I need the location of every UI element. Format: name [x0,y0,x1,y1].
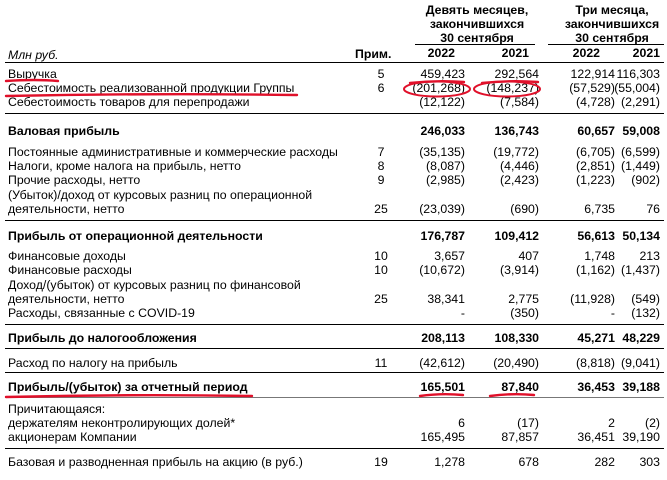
nine-months-header [418,3,536,45]
row-value: 39,190 [622,430,660,444]
three-months-header [558,3,666,45]
row-value: (2,851) [576,159,615,173]
row-value: (55,004) [614,81,660,95]
row-divider [5,397,664,398]
row-label: Прибыль/(убыток) за отчетный период [8,380,248,394]
row-label: Постоянные административные и коммерческие расходы [8,145,338,159]
nine-months-rule [415,44,535,45]
row-value: (8,087) [426,159,465,173]
row-label: Прочие расходы, нетто [8,173,141,187]
row-divider [5,113,664,114]
row-value: (12,122) [419,95,465,109]
row-value: 282 [594,455,615,469]
row-value: 76 [646,202,660,216]
row-value: 1,748 [584,249,615,263]
row-value: (20,490) [493,356,539,370]
row-value: (132) [631,306,660,320]
row-label: деятельности, нетто [8,292,125,306]
row-label: держателям неконтролирующих долей* [8,416,236,430]
header-line: Три месяца, [575,3,649,17]
row-value: 165,495 [420,430,465,444]
row-label: Прибыль от операционной деятельности [8,229,263,243]
row-value: 59,008 [622,124,660,138]
row-divider [5,372,664,373]
underline-mark [490,394,534,396]
year-header: 2022 [572,46,600,60]
row-value: (201,268) [412,81,465,95]
row-note: 19 [374,455,388,469]
row-label: Расходы, связанные с COVID-19 [8,306,195,320]
row-divider [5,448,664,449]
row-value: 87,840 [501,380,539,394]
year-header: 2021 [501,46,529,60]
row-label: акционерам Компании [8,430,137,444]
row-note: 11 [374,356,388,370]
row-value: (1,162) [576,263,615,277]
row-note: 9 [377,173,385,187]
header-line: 30 сентября [575,31,649,45]
header-divider [5,62,664,63]
row-value: - [460,306,465,320]
row-value: (148,237) [486,81,539,95]
row-label: деятельности, нетто [8,202,125,216]
row-value: 246,033 [420,124,465,138]
row-label: Себестоимость реализованной продукции Группы [8,81,295,95]
row-value: 116,303 [616,67,660,81]
row-value: 122,914 [570,67,615,81]
row-label: Финансовые доходы [8,249,126,263]
row-value: 165,501 [420,380,465,394]
row-label: Причитающаяся: [8,402,106,416]
row-value: (1,437) [621,263,660,277]
row-value: 38,341 [427,292,465,306]
row-value: (350) [510,306,539,320]
row-label: Прибыль до налогообложения [8,331,197,345]
row-value: (35,135) [419,145,465,159]
row-value: 3,657 [434,249,465,263]
row-label: Базовая и разводненная прибыль на акцию (в руб.) [8,455,303,469]
row-value: (17) [517,416,539,430]
row-label: (Убыток)/доход от курсовых разниц по операционной [8,188,313,202]
row-value: (690) [510,202,539,216]
row-value: (2,291) [621,95,660,109]
row-value: 45,271 [577,331,615,345]
row-value: 36,451 [577,430,615,444]
row-note: 8 [377,159,385,173]
row-value: (19,772) [493,145,539,159]
row-value: (6,705) [576,145,615,159]
row-label: Финансовые расходы [8,263,132,277]
row-label: Доход/(убыток) от курсовых разниц по финансовой [8,278,301,292]
row-value: (7,584) [500,95,539,109]
row-value: 48,229 [622,331,660,345]
three-months-rule [548,44,664,45]
row-value: (42,612) [419,356,465,370]
row-value: 6 [458,416,465,430]
notes-column-header: Прим. [355,47,392,61]
header-line: 30 сентября [440,31,514,45]
row-value: 407 [518,249,539,263]
row-value: (1,449) [621,159,660,173]
row-value: (3,914) [500,263,539,277]
row-value: (8,818) [576,356,615,370]
row-value: (2) [644,416,660,430]
row-value: - [610,306,615,320]
row-value: (57,529) [569,81,615,95]
underline-mark [420,394,463,396]
year-header: 2022 [427,46,455,60]
row-value: (23,039) [419,202,465,216]
row-value: 176,787 [420,229,465,243]
row-value: 109,412 [494,229,539,243]
row-value: 1,278 [434,455,465,469]
row-value: 108,330 [494,331,539,345]
row-value: (9,041) [621,356,660,370]
row-value: 459,423 [420,67,465,81]
row-label: Расход по налогу на прибыль [8,356,178,370]
row-label: Валовая прибыль [8,124,120,138]
row-value: 6,735 [584,202,615,216]
row-value: (10,672) [419,263,465,277]
row-value: (2,985) [426,173,465,187]
row-note: 10 [374,249,388,263]
row-note: 25 [374,292,388,306]
header-line: закончившихся [429,17,525,31]
row-label: Налоги, кроме налога на прибыль, нетто [8,159,241,173]
row-note: 25 [374,202,388,216]
row-value: 36,453 [577,380,615,394]
row-value: 303 [639,455,660,469]
row-note: 5 [377,67,385,81]
units-label: Млн руб. [8,48,59,62]
row-value: 678 [518,455,539,469]
row-divider [5,348,664,349]
row-value: (11,928) [570,292,615,306]
row-value: 56,613 [577,229,615,243]
row-value: 50,134 [622,229,660,243]
row-label: Выручка [8,67,57,81]
row-value: 208,113 [421,331,465,345]
row-value: (549) [631,292,660,306]
year-header: 2021 [632,46,660,60]
row-value: 213 [639,249,660,263]
row-label: Себестоимость товаров для перепродажи [8,95,250,109]
row-note: 6 [377,81,385,95]
row-value: 39,188 [622,380,660,394]
header-line: Девять месяцев, [425,3,529,17]
row-value: 2,775 [508,292,539,306]
header-line: закончившихся [564,17,660,31]
row-value: 136,743 [494,124,539,138]
row-value: 60,657 [577,124,615,138]
row-value: 2 [608,416,615,430]
row-value: (6,599) [621,145,660,159]
row-value: 292,564 [494,67,539,81]
row-value: (4,728) [576,95,615,109]
row-divider [5,324,664,325]
row-value: (1,223) [576,173,615,187]
row-value: 87,857 [501,430,539,444]
row-divider [5,220,664,221]
row-value: (2,423) [500,173,539,187]
row-value: (4,446) [500,159,539,173]
row-note: 10 [374,263,388,277]
row-note: 7 [377,145,385,159]
row-value: (902) [631,173,660,187]
